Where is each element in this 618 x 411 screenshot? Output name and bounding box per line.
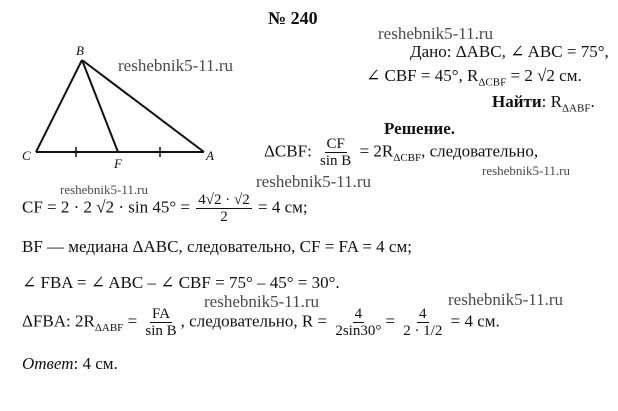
fraction <box>333 306 383 339</box>
find-text: : R <box>541 92 562 111</box>
find-text: . <box>590 92 595 111</box>
subscript: ΔCBF <box>478 76 507 89</box>
solution-step-1 <box>264 136 538 169</box>
fraction <box>401 306 444 339</box>
step-text: , следовательно, <box>421 141 539 161</box>
numerator: FA <box>152 306 171 322</box>
watermark: reshebnik5-11.ru <box>118 56 234 75</box>
solution-step-4: ∠ FBA = ∠ ABC – ∠ CBF = 75° – 45° = 30°. <box>22 273 340 292</box>
watermark: reshebnik5-11.ru <box>378 24 494 43</box>
step-text: , следовательно, R = <box>180 311 328 331</box>
watermark: reshebnik5-11.ru <box>60 182 148 197</box>
step-text: = 4 см. <box>450 311 500 331</box>
denominator: 2 <box>220 209 228 225</box>
denominator: 2 · 1/2 <box>403 323 443 339</box>
denominator: sin B <box>145 323 177 339</box>
watermark: reshebnik5-11.ru <box>256 172 372 191</box>
subscript: ΔCBF <box>393 151 422 164</box>
fraction <box>318 136 353 169</box>
watermark: reshebnik5-11.ru <box>204 292 320 311</box>
subscript: ΔABF <box>94 321 124 334</box>
numerator: 4 <box>354 306 363 322</box>
given-text: = 2 √2 см. <box>506 66 582 85</box>
denominator: sin B <box>320 153 352 169</box>
step-text: = 4 см; <box>257 197 308 217</box>
answer-label: Ответ <box>22 354 74 373</box>
step-text: = 2R <box>355 141 394 161</box>
label-c: C <box>22 148 31 163</box>
numerator: CF <box>326 136 345 152</box>
step-text: ΔFBA: 2R <box>22 311 95 331</box>
find-line <box>492 92 595 114</box>
given-line-2 <box>366 66 582 88</box>
side-cb <box>36 60 82 152</box>
answer-line <box>22 354 118 374</box>
fraction <box>143 306 178 339</box>
step-text: CF = 2 · 2 √2 · sin 45° = <box>22 197 191 217</box>
label-f: F <box>114 156 122 171</box>
label-a: A <box>206 148 214 163</box>
step-text: = <box>123 311 138 331</box>
solution-step-3: BF — медиана ΔABC, следовательно, CF = FA = 4 см; <box>22 237 412 256</box>
numerator: 4 <box>419 306 427 322</box>
step-text: = <box>385 311 395 331</box>
problem-number: № 240 <box>268 8 318 28</box>
label-b: B <box>76 44 84 58</box>
denominator: 2sin30° <box>335 323 382 339</box>
fraction <box>196 192 251 225</box>
solution-step-2 <box>22 192 308 225</box>
given-line-1 <box>410 42 609 62</box>
given-text: ∠ CBF = 45°, R <box>366 66 479 85</box>
answer-value: : 4 см. <box>73 354 118 373</box>
subscript: ΔABF <box>561 102 591 115</box>
find-label: Найти <box>492 92 542 111</box>
solution-heading: Решение. <box>384 119 455 138</box>
given-text: Дано: ΔABC, ∠ ABC = 75°, <box>410 42 609 61</box>
watermark: reshebnik5-11.ru <box>448 290 564 309</box>
solution-step-5 <box>22 306 500 339</box>
numerator: 4√2 · √2 <box>198 192 250 208</box>
watermark: reshebnik5-11.ru <box>482 163 570 178</box>
step-text: ΔCBF: <box>264 141 312 161</box>
